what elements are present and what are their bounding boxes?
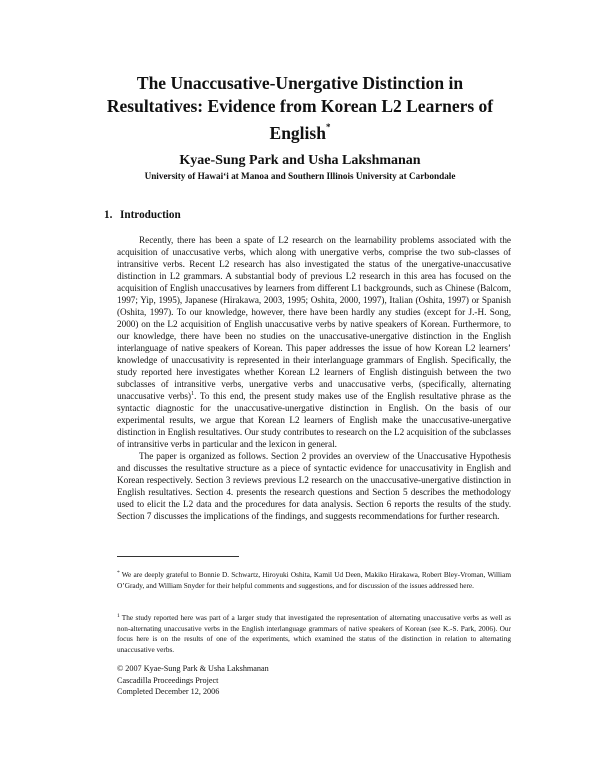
completed-date-line: Completed December 12, 2006	[117, 687, 220, 696]
title-footnote-mark: *	[325, 122, 331, 132]
footnote-star-text: We are deeply grateful to Bonnie D. Schwartz, Hiroyuki Oshita, Kamil Ud Deen, Makiko Hirakawa, Robert Bley-Vroman, William O’Grady, and William Snyder for their helpful comments and suggestions, and for discussion of the issues addressed here.	[117, 570, 511, 590]
authors: Kyae-Sung Park and Usha Lakshmanan	[179, 153, 421, 168]
affiliation: University of Hawai‘i at Manoa and Southern Illinois University at Carbondale	[144, 171, 456, 181]
footnote-1	[117, 613, 511, 655]
title-line-3	[70, 118, 530, 145]
section-title: Introduction	[120, 209, 181, 221]
section-number: 1.	[104, 209, 113, 221]
paragraph-1	[117, 234, 511, 450]
copyright-line: © 2007 Kyae-Sung Park & Usha Lakshmanan	[117, 664, 269, 673]
footnote-reference: 1	[191, 390, 195, 397]
proceedings-line: Cascadilla Proceedings Project	[117, 675, 219, 685]
title-line-1: The Unaccusative-Unergative Distinction in	[136, 73, 464, 93]
footnote-star-mark: *	[117, 569, 120, 576]
body-text	[117, 234, 511, 522]
paragraph-2: The paper is organized as follows. Section 2 provides an overview of the Unaccusative Hypothesis and discusses the resultative structure as a piece of syntactic evidence for unaccusativity in English and Korean respectively. Section 3 reviews previous L2 research on the unaccusative-unergative distinction in English resultatives. Section 4. presents the research questions and Section 5 describes the methodology used to elicit the L2 data and the procedures for data analysis. Section 6 reports the results of the study. Section 7 discusses the implications of the findings, and suggests recommendations for further research.	[117, 451, 511, 521]
footnote-star	[117, 570, 511, 591]
title-line-2: Resultatives: Evidence from Korean L2 Learners of	[106, 96, 494, 116]
paragraph-1-part-2: . To this end, the present study makes use of the English resultative phrase as the syntactic diagnostic for the unaccusative-unergative distinction in English. On the basis of our experimental results, we argue that Korean L2 learners of English make the unaccusative-unergative distinction in English resultatives. Our study contributes to research on the L2 acquisition of the subclasses of intransitive verbs in particular and the lexicon in general.	[117, 391, 511, 449]
footnote-1-mark: 1	[117, 612, 120, 619]
copyright-block	[117, 663, 269, 698]
section-heading	[104, 208, 181, 222]
paper-title	[70, 72, 530, 145]
paragraph-1-part-1: Recently, there has been a spate of L2 research on the learnability problems associated with the acquisition of unaccusative verbs, which along with unergative verbs, comprise the two sub-classes of intransitive verbs. Recent L2 research has also investigated the status of the unergative-unaccusative distinction in L2 grammars. A substantial body of previous L2 research in this area has focused on the acquisition of English unaccusatives by learners from different L1 backgrounds, such as Chinese (Balcom, 1997; Yip, 1995), Japanese (Hirakawa, 2003, 1995; Oshita, 2000, 1997), Italian (Oshita, 1997) or Spanish (Oshita, 1997). To our knowledge, however, there have been hardly any studies (except for J.-H. Song, 2000) on the L2 acquisition of English unaccusative verbs by native speakers of Korean. Furthermore, to our knowledge, there have been no studies on the unaccusative-unergative distinction in the English interlanguage of native speakers of Korean. This paper addresses the issue of how Korean L2 learners’ knowledge of unaccusativity is represented in their interlanguage grammars of English. Specifically, the study reported here investigates whether Korean L2 learners of English distinguish between the two subclasses of intransitive verbs, unergative verbs and unaccusative verbs, (specifically, alternating unaccusative verbs)	[117, 235, 511, 401]
footnote-1-text: The study reported here was part of a larger study that investigated the representation of alternating unaccusative verbs as well as non-alternating unaccusative verbs in the English interlanguage grammars of native speakers of Korean (see K.-S. Park, 2006). Our focus here is on the results of one of the experiments, which examined the status of the distinction in relation to alternating unaccusative verbs.	[117, 613, 511, 654]
title-line-3-text: English	[269, 122, 326, 143]
footnote-divider	[117, 556, 239, 557]
